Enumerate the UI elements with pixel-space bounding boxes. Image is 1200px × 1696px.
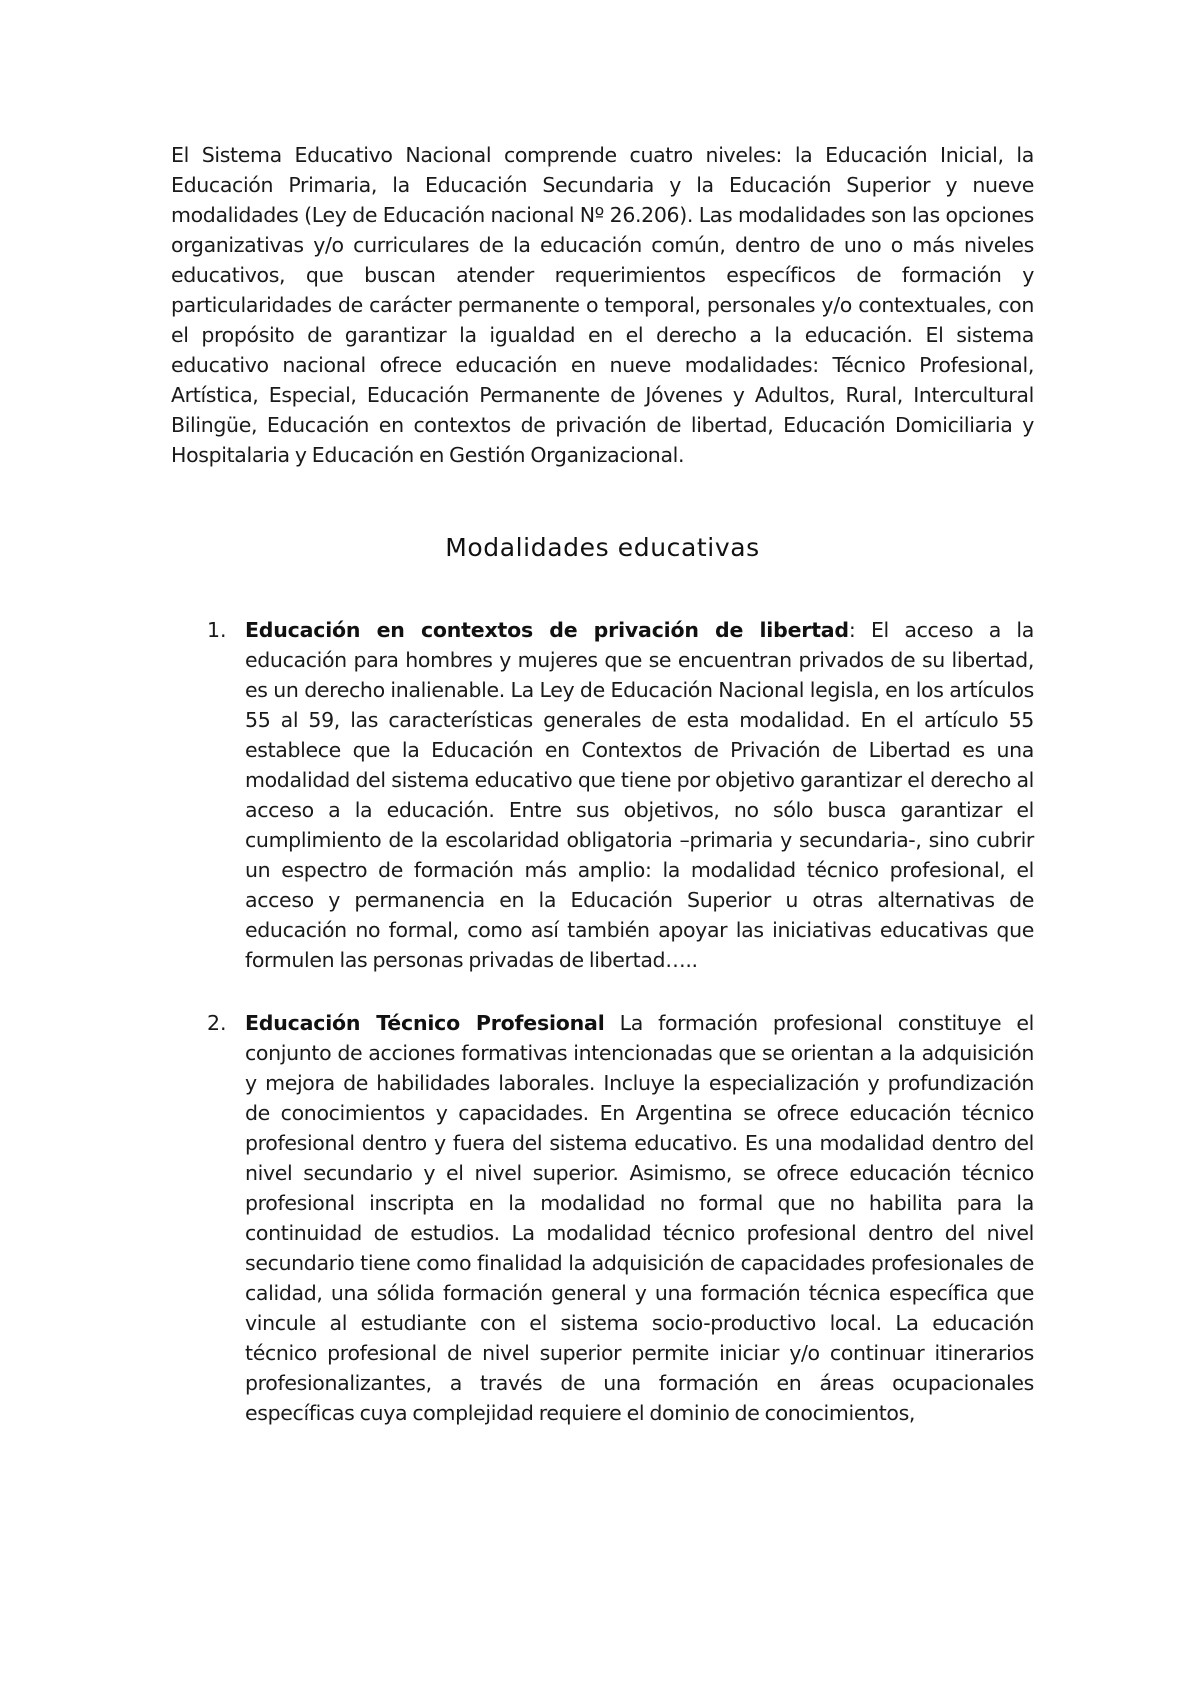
list-item	[171, 615, 1034, 975]
intro-paragraph: El Sistema Educativo Nacional comprende cuatro niveles: la Educación Inicial, la Educación Primaria, la Educación Secundaria y la Educación Superior y nueve modalidades (Ley de Educación nacional Nº 26.206). Las modalidades son las opciones organizativas y/o curriculares de la educación común, dentro de uno o más niveles educativos, que buscan atender requerimientos específicos de formación y particularidades de carácter permanente o temporal, personales y/o contextuales, con el propósito de garantizar la igualdad en el derecho a la educación. El sistema educativo nacional ofrece educación en nueve modalidades: Técnico Profesional, Artística, Especial, Educación Permanente de Jóvenes y Adultos, Rural, Intercultural Bilingüe, Educación en contextos de privación de libertad, Educación Domiciliaria y Hospitalaria y Educación en Gestión Organizacional.	[171, 143, 1034, 467]
list-item-title: Educación en contextos de privación de libertad	[245, 618, 849, 642]
section-heading: Modalidades educativas	[445, 533, 760, 562]
list-item-body	[245, 1008, 1034, 1428]
document-page	[171, 140, 1034, 1461]
list-item-title: Educación Técnico Profesional	[245, 1011, 605, 1035]
list-item-number: 1.	[207, 618, 227, 642]
list-item	[171, 1008, 1034, 1428]
list-item-number: 2.	[207, 1011, 227, 1035]
list-item-body	[245, 615, 1034, 975]
modalidades-list	[171, 615, 1034, 1428]
list-item-text: : El acceso a la educación para hombres y mujeres que se encuentran privados de su libertad, es un derecho inalienable. La Ley de Educación Nacional legisla, en los artículos 55 al 59, las características generales de esta modalidad. En el artículo 55 establece que la Educación en Contextos de Privación de Libertad es una modalidad del sistema educativo que tiene por objetivo garantizar el derecho al acceso a la educación. Entre sus objetivos, no sólo busca garantizar el cumplimiento de la escolaridad obligatoria –primaria y secundaria-, sino cubrir un espectro de formación más amplio: la modalidad técnico profesional, el acceso y permanencia en la Educación Superior u otras alternativas de educación no formal, como así también apoyar las iniciativas educativas que formulen las personas privadas de libertad…..	[245, 618, 1034, 972]
list-item-text: La formación profesional constituye el conjunto de acciones formativas intencionadas que se orientan a la adquisición y mejora de habilidades laborales. Incluye la especialización y profundización de conocimientos y capacidades. En Argentina se ofrece educación técnico profesional dentro y fuera del sistema educativo. Es una modalidad dentro del nivel secundario y el nivel superior. Asimismo, se ofrece educación técnico profesional inscripta en la modalidad no formal que no habilita para la continuidad de estudios. La modalidad técnico profesional dentro del nivel secundario tiene como finalidad la adquisición de capacidades profesionales de calidad, una sólida formación general y una formación técnica específica que vincule al estudiante con el sistema socio-productivo local. La educación técnico profesional de nivel superior permite iniciar y/o continuar itinerarios profesionalizantes, a través de una formación en áreas ocupacionales específicas cuya complejidad requiere el dominio de conocimientos,	[245, 1011, 1034, 1425]
